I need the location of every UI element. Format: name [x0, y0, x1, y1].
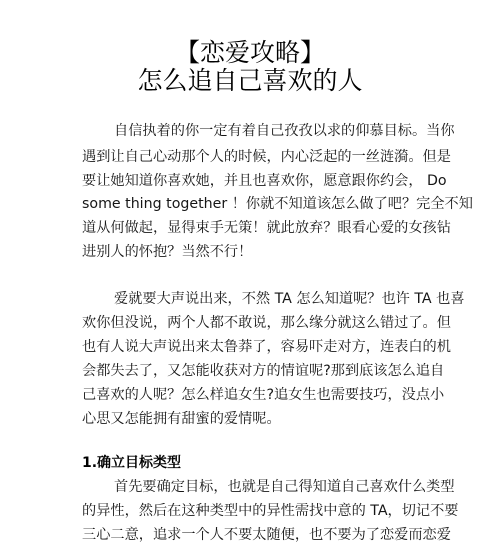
- section-heading: 1.确立目标类型: [82, 455, 182, 471]
- paragraph-line: 欢你但没说，两个人都不敢说，那么缘分就这么错过了。但: [82, 315, 451, 331]
- paragraph-line: 会都失去了，又怎能收获对方的情谊呢?那到底该怎么追自: [82, 363, 445, 379]
- paragraph-line: 也有人说大声说出来太鲁莽了，容易吓走对方，连表白的机: [82, 339, 451, 355]
- paragraph-line: 首先要确定目标，也就是自己得知道自己喜欢什么类型: [114, 479, 455, 495]
- document-subtitle: 怎么追自己喜欢的人: [137, 66, 363, 95]
- paragraph-line: 自信执着的你一定有着自己孜孜以求的仰慕目标。当你: [114, 123, 455, 139]
- paragraph-line: 心思又怎能拥有甜蜜的爱情呢。: [82, 411, 281, 427]
- paragraph-line: 遇到让自己心动那个人的时候，内心泛起的一丝涟漪。但是: [82, 149, 451, 165]
- paragraph-line: some thing together ！你就不知道该怎么做了吧？完全不知: [82, 196, 473, 212]
- paragraph-line: 三心二意，追求一个人不要太随便，也不要为了恋爱而恋爱: [82, 527, 451, 543]
- paragraph-line: 进别人的怀抱？当然不行！: [82, 244, 253, 260]
- paragraph-line: 要让她知道你喜欢她，并且也喜欢你，愿意跟你约会， Do: [82, 173, 447, 189]
- paragraph-line: 己喜欢的人呢？怎么样追女生?追女生也需要技巧，没点小: [82, 387, 445, 403]
- paragraph-line: 的异性，然后在这种类型中的异性需找中意的 TA，切记不要: [82, 503, 459, 519]
- paragraph-line: 道从何做起，显得束手无策！就此放弃？眼看心爱的女孩钻: [82, 220, 451, 236]
- paragraph-line: 爱就要大声说出来，不然 TA 怎么知道呢？也许 TA 也喜: [114, 291, 465, 307]
- document-title: 【恋爱攻略】: [174, 38, 325, 67]
